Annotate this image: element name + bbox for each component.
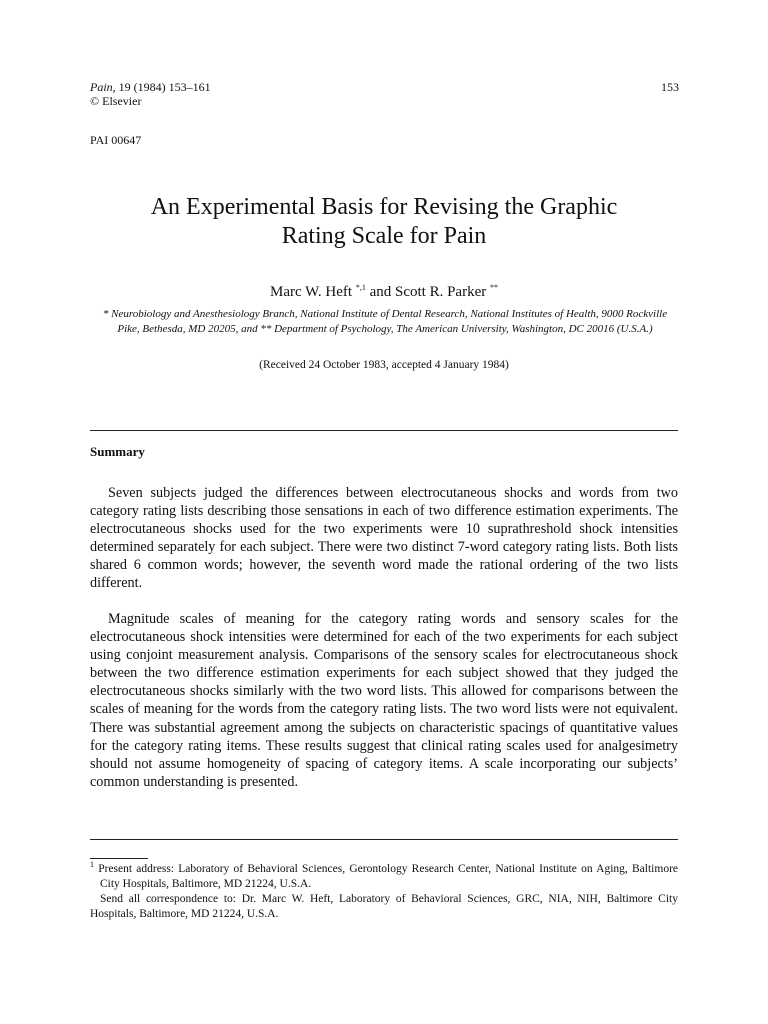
article-id: PAI 00647 — [90, 133, 142, 147]
title-line-2: Rating Scale for Pain — [281, 223, 487, 249]
summary-heading: Summary — [90, 444, 145, 459]
journal-name: Pain, — [90, 80, 116, 94]
divider-bottom — [90, 839, 678, 840]
journal-volume: 19 (1984) 153–161 — [115, 80, 211, 94]
author-list — [90, 284, 678, 301]
footnote-rule — [90, 858, 148, 859]
received-dates: (Received 24 October 1983, accepted 4 January 1984) — [259, 359, 509, 371]
footnote-correspondence: Send all correspondence to: Dr. Marc W. Heft, Laboratory of Behavioral Sciences, GRC, NIA, NIH, Baltimore City Hospitals, Baltimore, MD 21224, U.S.A. — [90, 893, 678, 920]
divider-top — [90, 430, 678, 431]
author-parker-marks: ** — [489, 283, 498, 292]
journal-citation — [90, 80, 211, 108]
summary-paragraph-1: Seven subjects judged the differences between electrocutaneous shocks and words from two category rating lists describing those sensations in each of two difference estimation experiments. The electrocutaneous shocks used for the two experiments were 10 suprathreshold shock intensities determined separately for each subject. There were two distinct 7-word category rating lists. Both lists shared 6 common words; however, the seventh word made the rational ordering of the two lists different. — [90, 485, 678, 592]
footnote-1 — [90, 862, 678, 892]
page-number: 153 — [661, 80, 679, 94]
author-heft: Marc W. Heft — [270, 284, 356, 300]
footnote-1-mark: 1 — [90, 860, 94, 870]
footnote-1-text: Present address: Laboratory of Behavioral Sciences, Gerontology Research Center, National Institute on Aging, Baltimore City Hospitals, Baltimore, MD 21224, U.S.A. — [94, 863, 678, 890]
title-line-1: An Experimental Basis for Revising the Graphic — [150, 194, 618, 220]
affiliation: * Neurobiology and Anesthesiology Branch, National Institute of Dental Research, National Institutes of Health, 9000 Rockville Pike, Bethesda, MD 20205, and ** Department of Psychology, The American University, Washington, DC 20016 (U.S.A.) — [102, 308, 668, 335]
footnotes — [90, 862, 678, 922]
publisher: © Elsevier — [90, 94, 142, 108]
author-heft-marks: *,1 — [355, 283, 366, 292]
paper-title — [90, 193, 678, 251]
author-and-parker: and Scott R. Parker — [365, 284, 490, 300]
summary-paragraph-2: Magnitude scales of meaning for the category rating words and sensory scales for the electrocutaneous shock intensities were determined for each of the two experiments for each subject using conjoint measurement analysis. Comparisons of the sensory scales for electrocutaneous shock between the two difference estimation experiments for each subject showed that they judged the electrocutaneous shocks similarly with the two word lists. This allowed for comparisons between the scales of meaning for the words from the category rating lists. The two word lists were not equivalent. There was substantial agreement among the subjects on characteristic spacings of quantitative values for the category rating items. These results suggest that clinical rating scales used for analgesimetry should not assume homogeneity of spacing of category items. A scale incorporating our subjects’ common understanding is presented. — [90, 611, 678, 790]
